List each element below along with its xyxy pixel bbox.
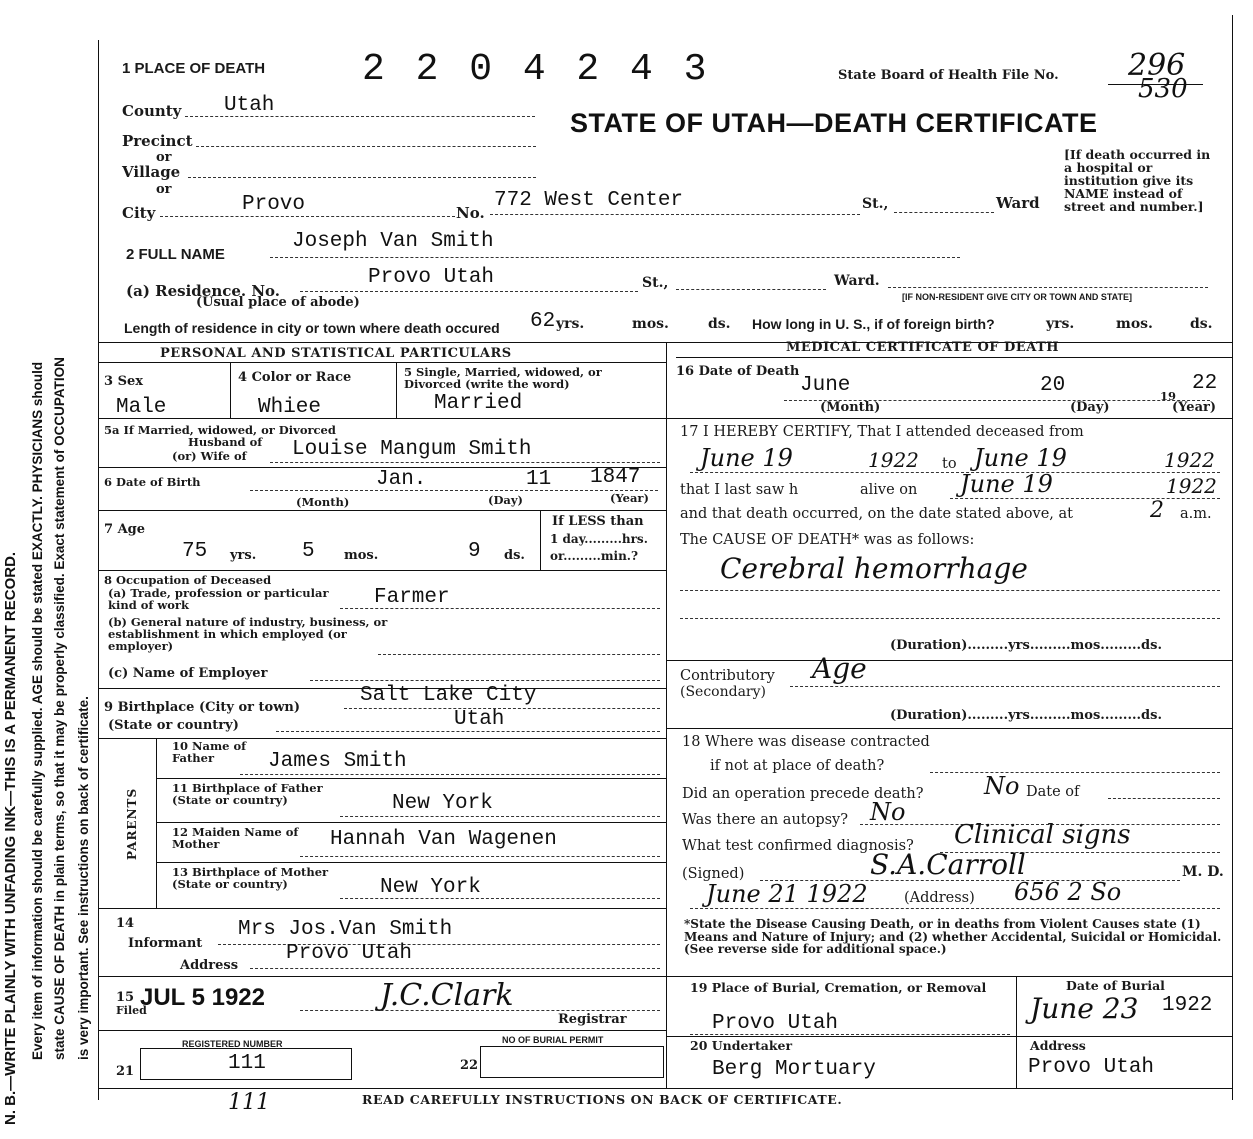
operation-date-label: Date of (1026, 784, 1080, 800)
death-day-label: (Day) (1070, 400, 1110, 415)
registered-number: 111 (228, 1052, 266, 1075)
death-month: June (800, 374, 851, 397)
city-value: Provo (242, 193, 306, 216)
burial-place-label: 19 Place of Burial, Cremation, or Removal (690, 980, 987, 995)
attended-from-year: 1922 (868, 448, 919, 472)
certify-label: 17 I HEREBY CERTIFY, That I attended deceased from (680, 424, 1084, 440)
attended-to-year: 1922 (1164, 448, 1215, 472)
operation-value: No (984, 772, 1020, 800)
last-saw-date: June 19 (960, 470, 1053, 498)
less-min: or.........min.? (550, 549, 639, 563)
alive-on-label: alive on (860, 482, 918, 498)
length-ds: ds. (708, 316, 731, 332)
undertaker-label: 20 Undertaker (690, 1038, 793, 1053)
age-years: 75 (182, 540, 208, 563)
spouse-label-c: (or) Wife of (172, 449, 247, 463)
occupation-b-label: (b) General nature of industry, business, or establishment in which employed (or employer) (108, 615, 388, 653)
full-name-value: Joseph Van Smith (292, 230, 494, 253)
or-1: or (156, 150, 172, 165)
physician-address-label: (Address) (904, 890, 975, 906)
registered-number-label: REGISTERED NUMBER (182, 1039, 283, 1049)
mother-name-label: 12 Maiden Name of Mother (172, 825, 299, 851)
attended-to-date: June 19 (974, 444, 1067, 472)
contributory-sub-label: (Secondary) (680, 684, 766, 700)
length-yrs: yrs. (556, 316, 585, 332)
employer-label: (c) Name of Employer (108, 666, 268, 681)
death-time: 2 (1150, 498, 1164, 523)
burial-year: 1922 (1162, 994, 1213, 1017)
father-birthplace-label: 11 Birthplace of Father (State or country) (172, 781, 323, 807)
street-no-label: No. (456, 204, 485, 222)
test-value: Clinical signs (954, 820, 1131, 850)
or-2: or (156, 182, 172, 197)
street-st-label: St., (862, 196, 889, 212)
burial-date-label: Date of Burial (1066, 978, 1165, 993)
informant-number: 14 (116, 916, 135, 931)
file-number-label: State Board of Health File No. (838, 68, 1059, 83)
age-days: 9 (468, 540, 481, 563)
file-number-1: 296 (1128, 48, 1186, 83)
medical-note: *State the Disease Causing Death, or in deaths from Violent Causes state (1) Means and Nature of Injury; and (2) whether Accidental, Suicidal or Homicidal. (See reverse side for additional space.) (684, 917, 1222, 956)
length-residence-label: Length of residence in city or town where death occured (124, 320, 500, 336)
informant-address: Provo Utah (286, 942, 413, 965)
footer-note: READ CAREFULLY INSTRUCTIONS ON BACK OF CERTIFICATE. (362, 1092, 843, 1107)
death-year-prefix: 19 (1160, 389, 1177, 403)
cause-label: The CAUSE OF DEATH* was as follows: (680, 532, 975, 548)
color-value: Whiее (258, 396, 322, 419)
duration-2: (Duration).........yrs.........mos.........ds. (890, 708, 1162, 723)
sex-label: 3 Sex (104, 374, 143, 389)
mother-birthplace: New York (380, 876, 481, 899)
md-label: M. D. (1182, 864, 1224, 880)
medical-header: MEDICAL CERTIFICATE OF DEATH (786, 340, 1060, 355)
dob-day: 11 (526, 468, 552, 491)
spouse-label-b: Husband of (188, 435, 263, 449)
spouse-label-a: 5a If Married, widowed, or Divorced (104, 423, 336, 437)
less-than-label: If LESS than (552, 514, 644, 529)
date-of-death-label: 16 Date of Death (676, 364, 800, 379)
precinct-label: Precinct (122, 132, 193, 150)
contributory-value: Age (812, 652, 867, 685)
attended-from-date: June 19 (700, 444, 793, 472)
occupation-a-label: (a) Trade, profession or particular kind of work (108, 586, 329, 612)
signed-label: (Signed) (682, 866, 745, 882)
death-year: 22 (1192, 372, 1218, 395)
village-label: Village (122, 163, 181, 181)
side-instruction-3: state CAUSE OF DEATH in plain terms, so that it may be properly classified. Exact statement of OCCUPATION (52, 357, 67, 1060)
burial-date: June 23 (1030, 992, 1139, 1025)
sex-value: Male (116, 396, 167, 419)
registrar-label: Registrar (558, 1012, 627, 1027)
us-mos: mos. (1116, 316, 1153, 332)
undertaker-value: Berg Mortuary (712, 1058, 876, 1081)
father-birthplace: New York (392, 792, 493, 815)
length-residence-value: 62 (530, 310, 556, 333)
death-occurred-label: and that death occurred, on the date stated above, at (680, 506, 1073, 522)
residence-sub-label: (Usual place of abode) (196, 295, 360, 310)
dob-month: Jan. (376, 468, 427, 491)
dob-month-label: (Month) (296, 495, 350, 509)
full-name-label: 2 FULL NAME (126, 246, 225, 263)
contributory-label: Contributory (680, 668, 775, 684)
undertaker-address: Provo Utah (1028, 1056, 1155, 1079)
q18-label: 18 Where was disease contracted (682, 734, 930, 750)
residence-st-label: St., (642, 275, 669, 291)
last-saw-year: 1922 (1166, 474, 1217, 498)
father-name: James Smith (268, 750, 407, 773)
age-months: 5 (302, 540, 315, 563)
dob-label: 6 Date of Birth (104, 475, 201, 489)
length-mos: mos. (632, 316, 669, 332)
last-saw-label: that I last saw h (680, 482, 799, 498)
us-residence-label: How long in U. S., if of foreign birth? (752, 316, 995, 332)
marital-value: Married (434, 392, 523, 415)
reg-21-label: 21 (116, 1064, 135, 1079)
dob-year-label: (Year) (610, 491, 649, 505)
county-value: Utah (224, 94, 275, 117)
side-instruction-2: Every item of information should be carefully supplied. AGE should be stated EXACTLY. PHYSICIANS should (30, 361, 45, 1060)
hospital-note: [If death occurred in a hospital or institution give its NAME instead of street and number.] (1064, 147, 1211, 214)
death-day: 20 (1040, 374, 1066, 397)
age-yrs-label: yrs. (230, 548, 257, 563)
residence-label: (a) Residence. No. (126, 282, 281, 300)
filed-number: 15 (116, 990, 135, 1005)
mother-name: Hannah Van Wagenen (330, 828, 557, 851)
birthplace-label: 9 Birthplace (City or town) (104, 700, 301, 715)
burial-permit-label: NO OF BURIAL PERMIT (502, 1035, 604, 1045)
mother-birthplace-label: 13 Birthplace of Mother (State or country) (172, 865, 329, 891)
ward-label: Ward (996, 194, 1040, 212)
marital-label: 5 Single, Married, widowed, or Divorced (write the word) (404, 365, 602, 391)
dob-day-label: (Day) (488, 493, 523, 507)
parents-label: PARENTS (125, 787, 139, 860)
physician-address: 656 2 So (1014, 878, 1122, 906)
occupation-value: Farmer (374, 586, 450, 609)
death-year-label: (Year) (1172, 400, 1216, 415)
autopsy-label: Was there an autopsy? (682, 812, 849, 828)
us-yrs: yrs. (1046, 316, 1075, 332)
filed-label: Filed (116, 1004, 147, 1017)
dob-year: 1847 (590, 466, 641, 489)
color-label: 4 Color or Race (238, 370, 352, 385)
place-of-death-label: 1 PLACE OF DEATH (122, 60, 266, 77)
us-ds: ds. (1190, 316, 1213, 332)
city-label: City (122, 204, 156, 222)
reg-22-label: 22 (460, 1058, 479, 1073)
father-name-label: 10 Name of Father (172, 739, 247, 765)
registrar-signature: J.C.Clark (380, 978, 514, 1013)
autopsy-value: No (870, 798, 906, 826)
spouse-value: Louise Mangum Smith (292, 438, 532, 461)
bottom-number: 111 (228, 1090, 270, 1115)
side-instruction-1: N. B.—WRITE PLAINLY WITH UNFADING INK—THIS IS A PERMANENT RECORD. (2, 551, 19, 1125)
death-month-label: (Month) (820, 400, 881, 415)
death-am-label: a.m. (1180, 506, 1212, 522)
operation-label: Did an operation precede death? (682, 786, 924, 802)
physician-signature: S.A.Carroll (870, 848, 1026, 881)
street-value: 772 West Center (494, 189, 684, 212)
occupation-label: 8 Occupation of Deceased (104, 573, 272, 587)
informant-value: Mrs Jos.Van Smith (238, 918, 453, 941)
birthplace-sub-label: (State or country) (108, 718, 239, 733)
informant-address-label: Address (180, 958, 239, 973)
less-day: 1 day.........hrs. (550, 532, 648, 546)
duration-1: (Duration).........yrs.........mos.........ds. (890, 638, 1162, 653)
birthplace-state: Utah (454, 708, 505, 731)
birthplace-city: Salt Lake City (360, 684, 537, 707)
filed-date-stamp: JUL 5 1922 (140, 984, 265, 1011)
age-label: 7 Age (104, 522, 146, 537)
certificate-title: STATE OF UTAH—DEATH CERTIFICATE (570, 108, 1098, 138)
nonresident-note: [IF NON-RESIDENT GIVE CITY OR TOWN AND STATE] (902, 292, 1133, 302)
personal-header: PERSONAL AND STATISTICAL PARTICULARS (160, 346, 512, 361)
signature-date: June 21 1922 (706, 880, 868, 908)
file-number-2: 530 (1138, 74, 1188, 104)
side-instruction-4: is very important. See instructions on back of certificate. (76, 696, 91, 1060)
to-label: to (942, 456, 957, 472)
q18b-label: if not at place of death? (710, 758, 885, 774)
residence-value: Provo Utah (368, 266, 495, 289)
burial-place: Provo Utah (712, 1012, 839, 1035)
cause-value: Cerebral hemorrhage (720, 552, 1028, 585)
serial-number: 2 2 0 4 2 4 3 (362, 48, 711, 91)
residence-ward-label: Ward. (834, 273, 880, 289)
county-label: County (122, 102, 182, 120)
age-ds-label: ds. (504, 548, 525, 563)
age-mos-label: mos. (344, 548, 379, 563)
undertaker-address-label: Address (1030, 1038, 1086, 1053)
test-label: What test confirmed diagnosis? (682, 838, 914, 854)
informant-label: Informant (128, 936, 203, 951)
